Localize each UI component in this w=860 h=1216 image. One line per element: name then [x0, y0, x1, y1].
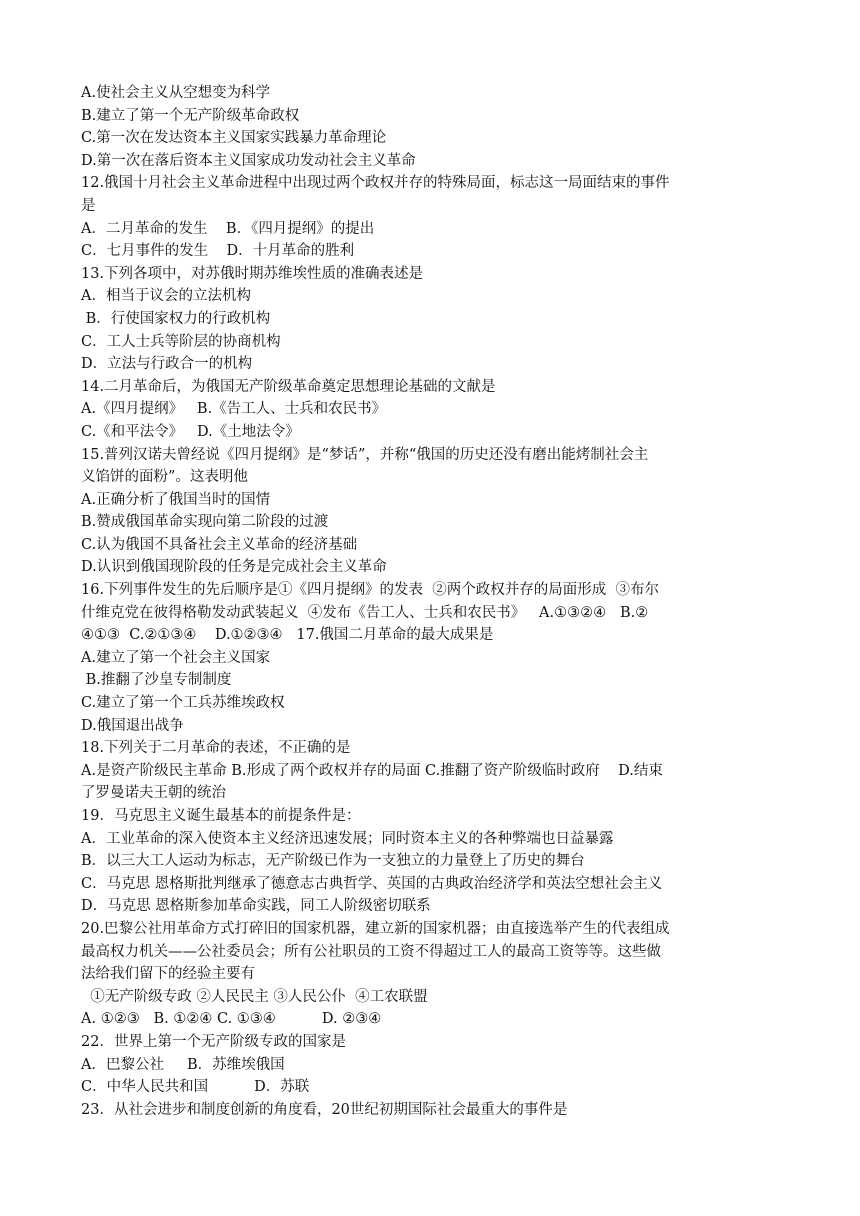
text-line: 15.普列汉诺夫曾经说《四月提纲》是“梦话”，并称“俄国的历史还没有磨出能烤制社会主: [81, 446, 649, 463]
text-line: 16.下列事件发生的先后顺序是①《四月提纲》的发表 ②两个政权并存的局面形成 ③布尔: [81, 582, 659, 599]
text-line: D.第一次在落后资本主义国家成功发动社会主义革命: [81, 152, 416, 169]
text-line: A.使社会主义从空想变为科学: [81, 85, 271, 101]
text-line: A.建立了第一个社会主义国家: [81, 649, 271, 666]
text-line: 什维克党在彼得格勒发动武装起义 ④发布《告工人、士兵和农民书》 A.①③②④ B.②: [81, 604, 649, 621]
text-line: 14.二月革命后，为俄国无产阶级革命奠定思想理论基础的文献是: [81, 378, 496, 395]
text-line: 20.巴黎公社用革命方式打碎旧的国家机器，建立新的国家机器；由直接选举产生的代表组成: [81, 920, 670, 937]
text-line: A.《四月提纲》 B.《告工人、士兵和农民书》: [81, 401, 387, 418]
text-line: B.建立了第一个无产阶级革命政权: [81, 107, 300, 124]
text-line: B.推翻了沙皇专制制度: [81, 672, 232, 689]
text-line: 是: [81, 197, 96, 214]
text-line: C．七月事件的发生 D．十月革命的胜利: [81, 243, 355, 260]
text-line: C．工人士兵等阶层的协商机构: [81, 333, 281, 350]
text-line: ①无产阶级专政 ②人民民主 ③人民公仆 ④工农联盟: [81, 988, 428, 1005]
text-line: 19．马克思主义诞生最基本的前提条件是：: [81, 808, 361, 824]
text-line: B．以三大工人运动为标志，无产阶级已作为一支独立的力量登上了历史的舞台: [81, 853, 585, 870]
text-line: A．相当于议会的立法机构: [81, 288, 251, 305]
text-line: ④①③ C.②①③④ D.①②③④ 17.俄国二月革命的最大成果是: [81, 627, 494, 644]
text-line: D.认识到俄国现阶段的任务是完成社会主义革命: [81, 559, 387, 576]
text-line: A.是资产阶级民主革命 B.形成了两个政权并存的局面 C.推翻了资产阶级临时政府 D.结束: [81, 762, 663, 779]
text-line: D．马克思 恩格斯参加革命实践，同工人阶级密切联系: [81, 898, 431, 915]
text-line: A．二月革命的发生 B．《四月提纲》的提出: [81, 220, 375, 237]
text-line: D.俄国退出战争: [81, 717, 184, 734]
text-line: C.认为俄国不具备社会主义革命的经济基础: [81, 536, 358, 553]
text-line: 13.下列各项中，对苏俄时期苏维埃性质的准确表述是: [81, 265, 424, 282]
text-line: 了罗曼诺夫王朝的统治: [81, 785, 226, 802]
text-line: 23．从社会进步和制度创新的角度看，20世纪初期国际社会最重大的事件是: [81, 1101, 568, 1118]
text-line: A. ①②③ B. ①②④ C. ①③④ D. ②③④: [81, 1011, 382, 1028]
text-line: 22．世界上第一个无产阶级专政的国家是: [81, 1033, 346, 1050]
text-line: 12.俄国十月社会主义革命进程中出现过两个政权并存的特殊局面，标志这一局面结束的事件: [81, 175, 670, 192]
text-line: B.赞成俄国革命实现向第二阶段的过渡: [81, 514, 329, 531]
text-line: C.第一次在发达资本主义国家实践暴力革命理论: [81, 130, 387, 147]
question-text-block: [81, 82, 790, 1121]
text-line: A．巴黎公社 B．苏维埃俄国: [81, 1056, 285, 1073]
text-line: A．工业革命的深入使资本主义经济迅速发展；同时资本主义的各种弊端也日益暴露: [81, 830, 614, 847]
text-line: 最高权力机关——公社委员会；所有公社职员的工资不得超过工人的最高工资等等。这些做: [81, 943, 661, 960]
text-line: 18.下列关于二月革命的表述，不正确的是: [81, 740, 351, 757]
text-line: 义馅饼的面粉”。这表明他: [81, 469, 248, 486]
text-line: C．马克思 恩格斯批判继承了德意志古典哲学、英国的古典政治经济学和英法空想社会主义: [81, 875, 663, 892]
text-line: 法给我们留下的经验主要有: [81, 966, 255, 983]
text-line: D．立法与行政合一的机构: [81, 356, 253, 373]
text-line: C．中华人民共和国 D．苏联: [81, 1079, 310, 1096]
text-line: C.建立了第一个工兵苏维埃政权: [81, 695, 285, 712]
text-line: A.正确分析了俄国当时的国情: [81, 491, 271, 508]
text-line: C.《和平法令》 D.《土地法令》: [81, 423, 300, 440]
text-line: B．行使国家权力的行政机构: [81, 310, 271, 327]
